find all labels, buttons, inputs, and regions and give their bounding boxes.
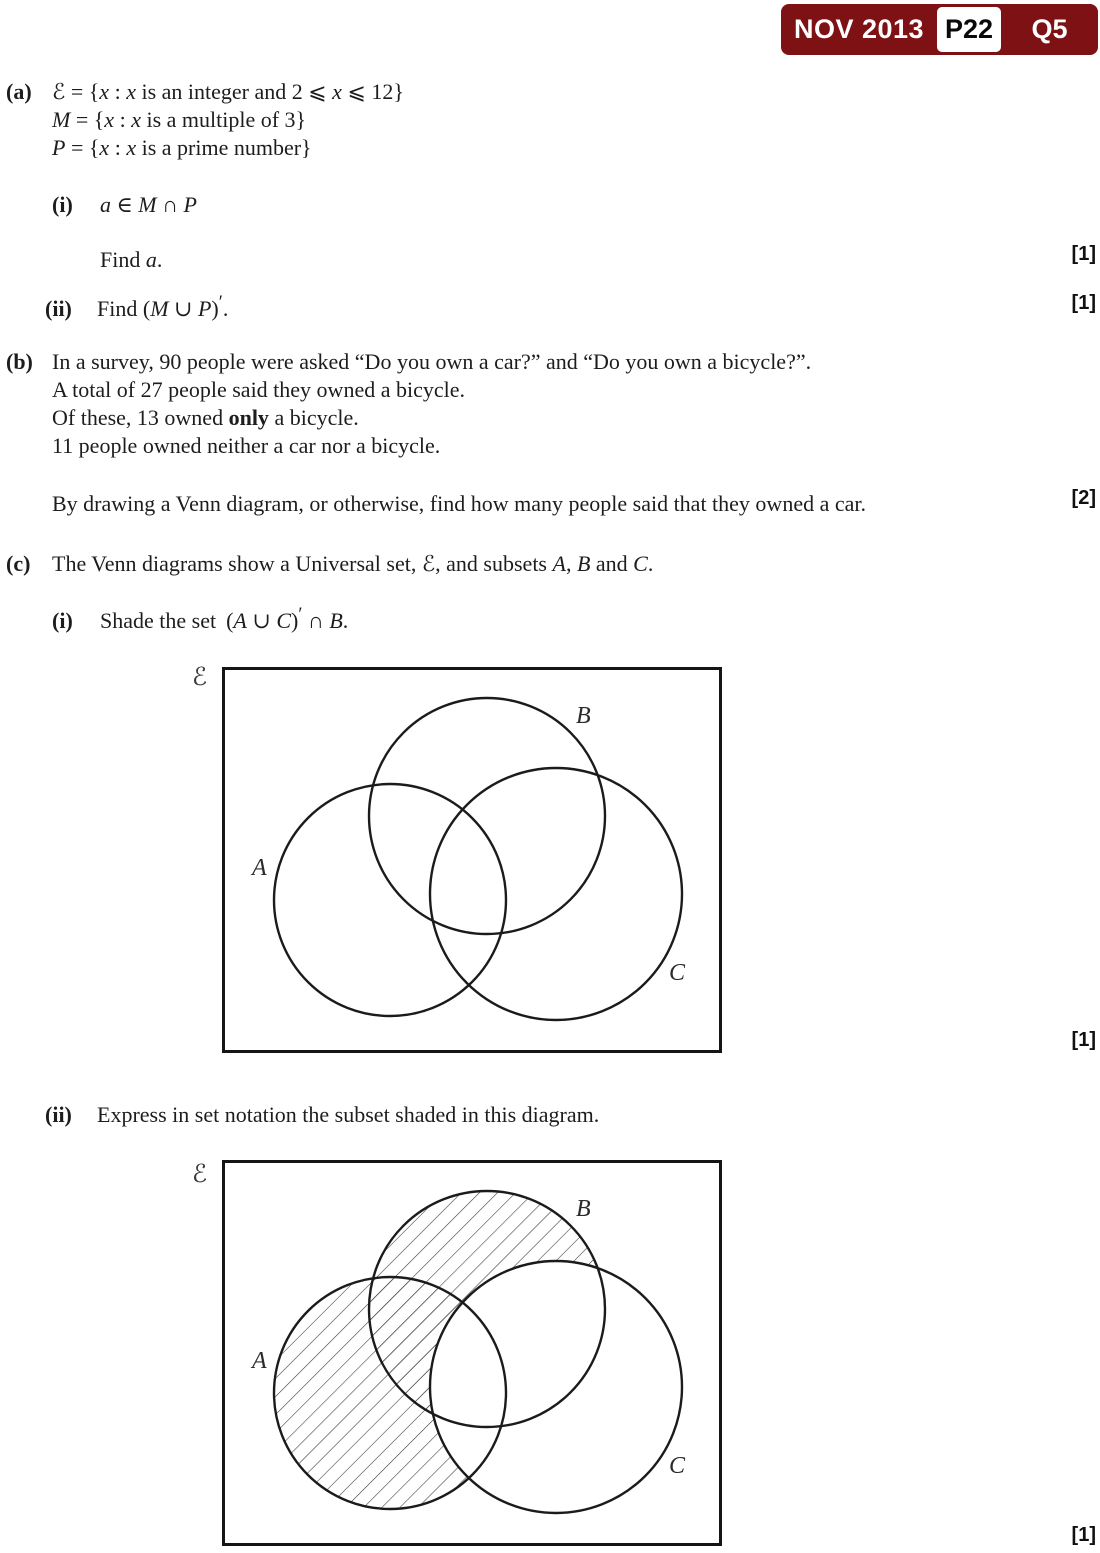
- text-segment: = {: [70, 107, 105, 132]
- mark-c-ii: [1]: [1071, 1524, 1096, 1546]
- mark-a-i: [1]: [1071, 243, 1096, 265]
- text-segment: = {: [65, 79, 100, 104]
- set-b-circle: [369, 698, 605, 934]
- part-a-i-prompt: [100, 246, 162, 273]
- text-segment: :: [109, 79, 127, 104]
- part-a-ii-label: (ii): [45, 296, 72, 321]
- text-segment: .: [647, 551, 654, 576]
- paper-number-label: P22: [937, 7, 1001, 52]
- shaded-region-a-union-b-minus-c: [274, 1191, 605, 1509]
- venn-diagram-unshaded: [222, 667, 722, 1053]
- text-segment: .: [342, 608, 349, 633]
- text-segment: .: [156, 247, 163, 272]
- text-segment: a: [145, 247, 157, 272]
- text-segment: ∩: [156, 192, 184, 217]
- text-segment: ): [211, 296, 219, 321]
- text-segment: ∪: [168, 296, 198, 321]
- text-segment: x: [131, 107, 141, 132]
- text-segment: B: [576, 551, 591, 576]
- part-b-line-1: In a survey, 90 people were asked “Do you own a car?” and “Do you own a bicycle?”.: [52, 349, 812, 374]
- part-a-ii-prompt: [97, 292, 229, 322]
- part-c-i-label: (i): [52, 608, 73, 633]
- text-segment: Of these, 13 owned: [52, 405, 229, 430]
- set-c-label: C: [669, 1453, 686, 1479]
- part-c-i-prompt: [100, 604, 349, 634]
- part-a-i-label: (i): [52, 192, 73, 217]
- text-segment: x: [99, 135, 110, 160]
- text-segment: C: [276, 608, 291, 633]
- mark-c-i: [1]: [1071, 1029, 1096, 1051]
- venn-svg-2: [222, 1160, 722, 1546]
- set-a-label: A: [252, 855, 267, 881]
- text-segment: Find: [100, 247, 146, 272]
- part-c-ii-label: (ii): [45, 1102, 72, 1127]
- part-b-line-2: A total of 27 people said they owned a bicycle.: [52, 377, 465, 402]
- text-segment: a: [100, 192, 111, 217]
- set-c-label: C: [669, 960, 686, 986]
- text-segment: M: [52, 107, 71, 132]
- set-a-label: A: [252, 1348, 267, 1374]
- universal-set-frame: [224, 669, 721, 1052]
- text-segment: B: [329, 608, 343, 633]
- text-segment: ℰ: [52, 80, 66, 105]
- set-b-label: B: [576, 703, 591, 729]
- universal-set-symbol: ℰ: [192, 1159, 208, 1188]
- text-segment: M: [150, 296, 169, 321]
- header-badge: [781, 4, 1098, 55]
- text-segment: is an integer and 2 ⩽: [135, 79, 333, 104]
- mark-a-ii: [1]: [1071, 292, 1096, 314]
- text-segment: :: [114, 107, 132, 132]
- exam-session-label: NOV 2013: [793, 14, 925, 44]
- text-segment: only: [228, 405, 269, 430]
- part-a-definition-m: [52, 106, 306, 133]
- part-c-intro: [52, 550, 653, 578]
- text-segment: ∈: [111, 192, 139, 217]
- universal-set-symbol: ℰ: [192, 662, 208, 691]
- set-a-circle: [274, 784, 506, 1016]
- set-c-circle: [430, 768, 682, 1020]
- text-segment: .: [222, 296, 229, 321]
- text-segment: C: [633, 551, 648, 576]
- text-segment: = {: [65, 135, 100, 160]
- text-segment: M: [138, 192, 157, 217]
- prime-symbol: ′: [298, 604, 303, 626]
- text-segment: ,: [565, 551, 577, 576]
- part-a-definition-p: [52, 134, 312, 161]
- text-segment: x: [126, 135, 137, 160]
- text-segment: (: [226, 608, 234, 633]
- text-segment: ): [291, 608, 299, 633]
- text-segment: :: [109, 135, 127, 160]
- part-a-definition-universal: [52, 78, 404, 106]
- text-segment: P: [183, 192, 197, 217]
- mark-b: [2]: [1071, 487, 1096, 509]
- text-segment: x: [332, 79, 342, 104]
- part-a-i-expression: [100, 191, 197, 218]
- text-segment: x: [104, 107, 115, 132]
- text-segment: is a prime number}: [136, 135, 312, 160]
- text-segment: Shade the set: [100, 608, 217, 633]
- text-segment: A: [233, 608, 247, 633]
- part-b-line-4: 11 people owned neither a car nor a bicycle.: [52, 433, 441, 458]
- question-number-label: Q5: [1031, 14, 1068, 44]
- prime-symbol: ′: [218, 292, 223, 314]
- text-segment: is a multiple of 3}: [140, 107, 307, 132]
- text-segment: x: [99, 79, 110, 104]
- part-b-prompt: By drawing a Venn diagram, or otherwise, find how many people said that they owned a car.: [52, 491, 866, 516]
- text-segment: ∩: [302, 608, 330, 633]
- text-segment: and: [590, 551, 634, 576]
- part-b-label: (b): [6, 349, 33, 374]
- part-c-label: (c): [6, 551, 31, 576]
- set-b-label: B: [576, 1196, 591, 1222]
- text-segment: , and subsets: [435, 551, 553, 576]
- text-segment: A: [552, 551, 566, 576]
- venn-svg-1: [222, 667, 722, 1053]
- venn-diagram-shaded: [222, 1160, 722, 1546]
- text-segment: ⩽ 12}: [341, 79, 404, 104]
- text-segment: The Venn diagrams show a Universal set,: [52, 551, 422, 576]
- text-segment: a bicycle.: [268, 405, 359, 430]
- text-segment: P: [197, 296, 212, 321]
- part-a-label: (a): [6, 79, 32, 104]
- part-b-line-3: [52, 404, 359, 431]
- text-segment: Find (: [97, 296, 151, 321]
- text-segment: x: [126, 79, 136, 104]
- text-segment: ∪: [246, 608, 277, 633]
- text-segment: ℰ: [421, 552, 436, 577]
- part-c-ii-prompt: Express in set notation the subset shaded in this diagram.: [97, 1102, 600, 1127]
- text-segment: P: [52, 135, 66, 160]
